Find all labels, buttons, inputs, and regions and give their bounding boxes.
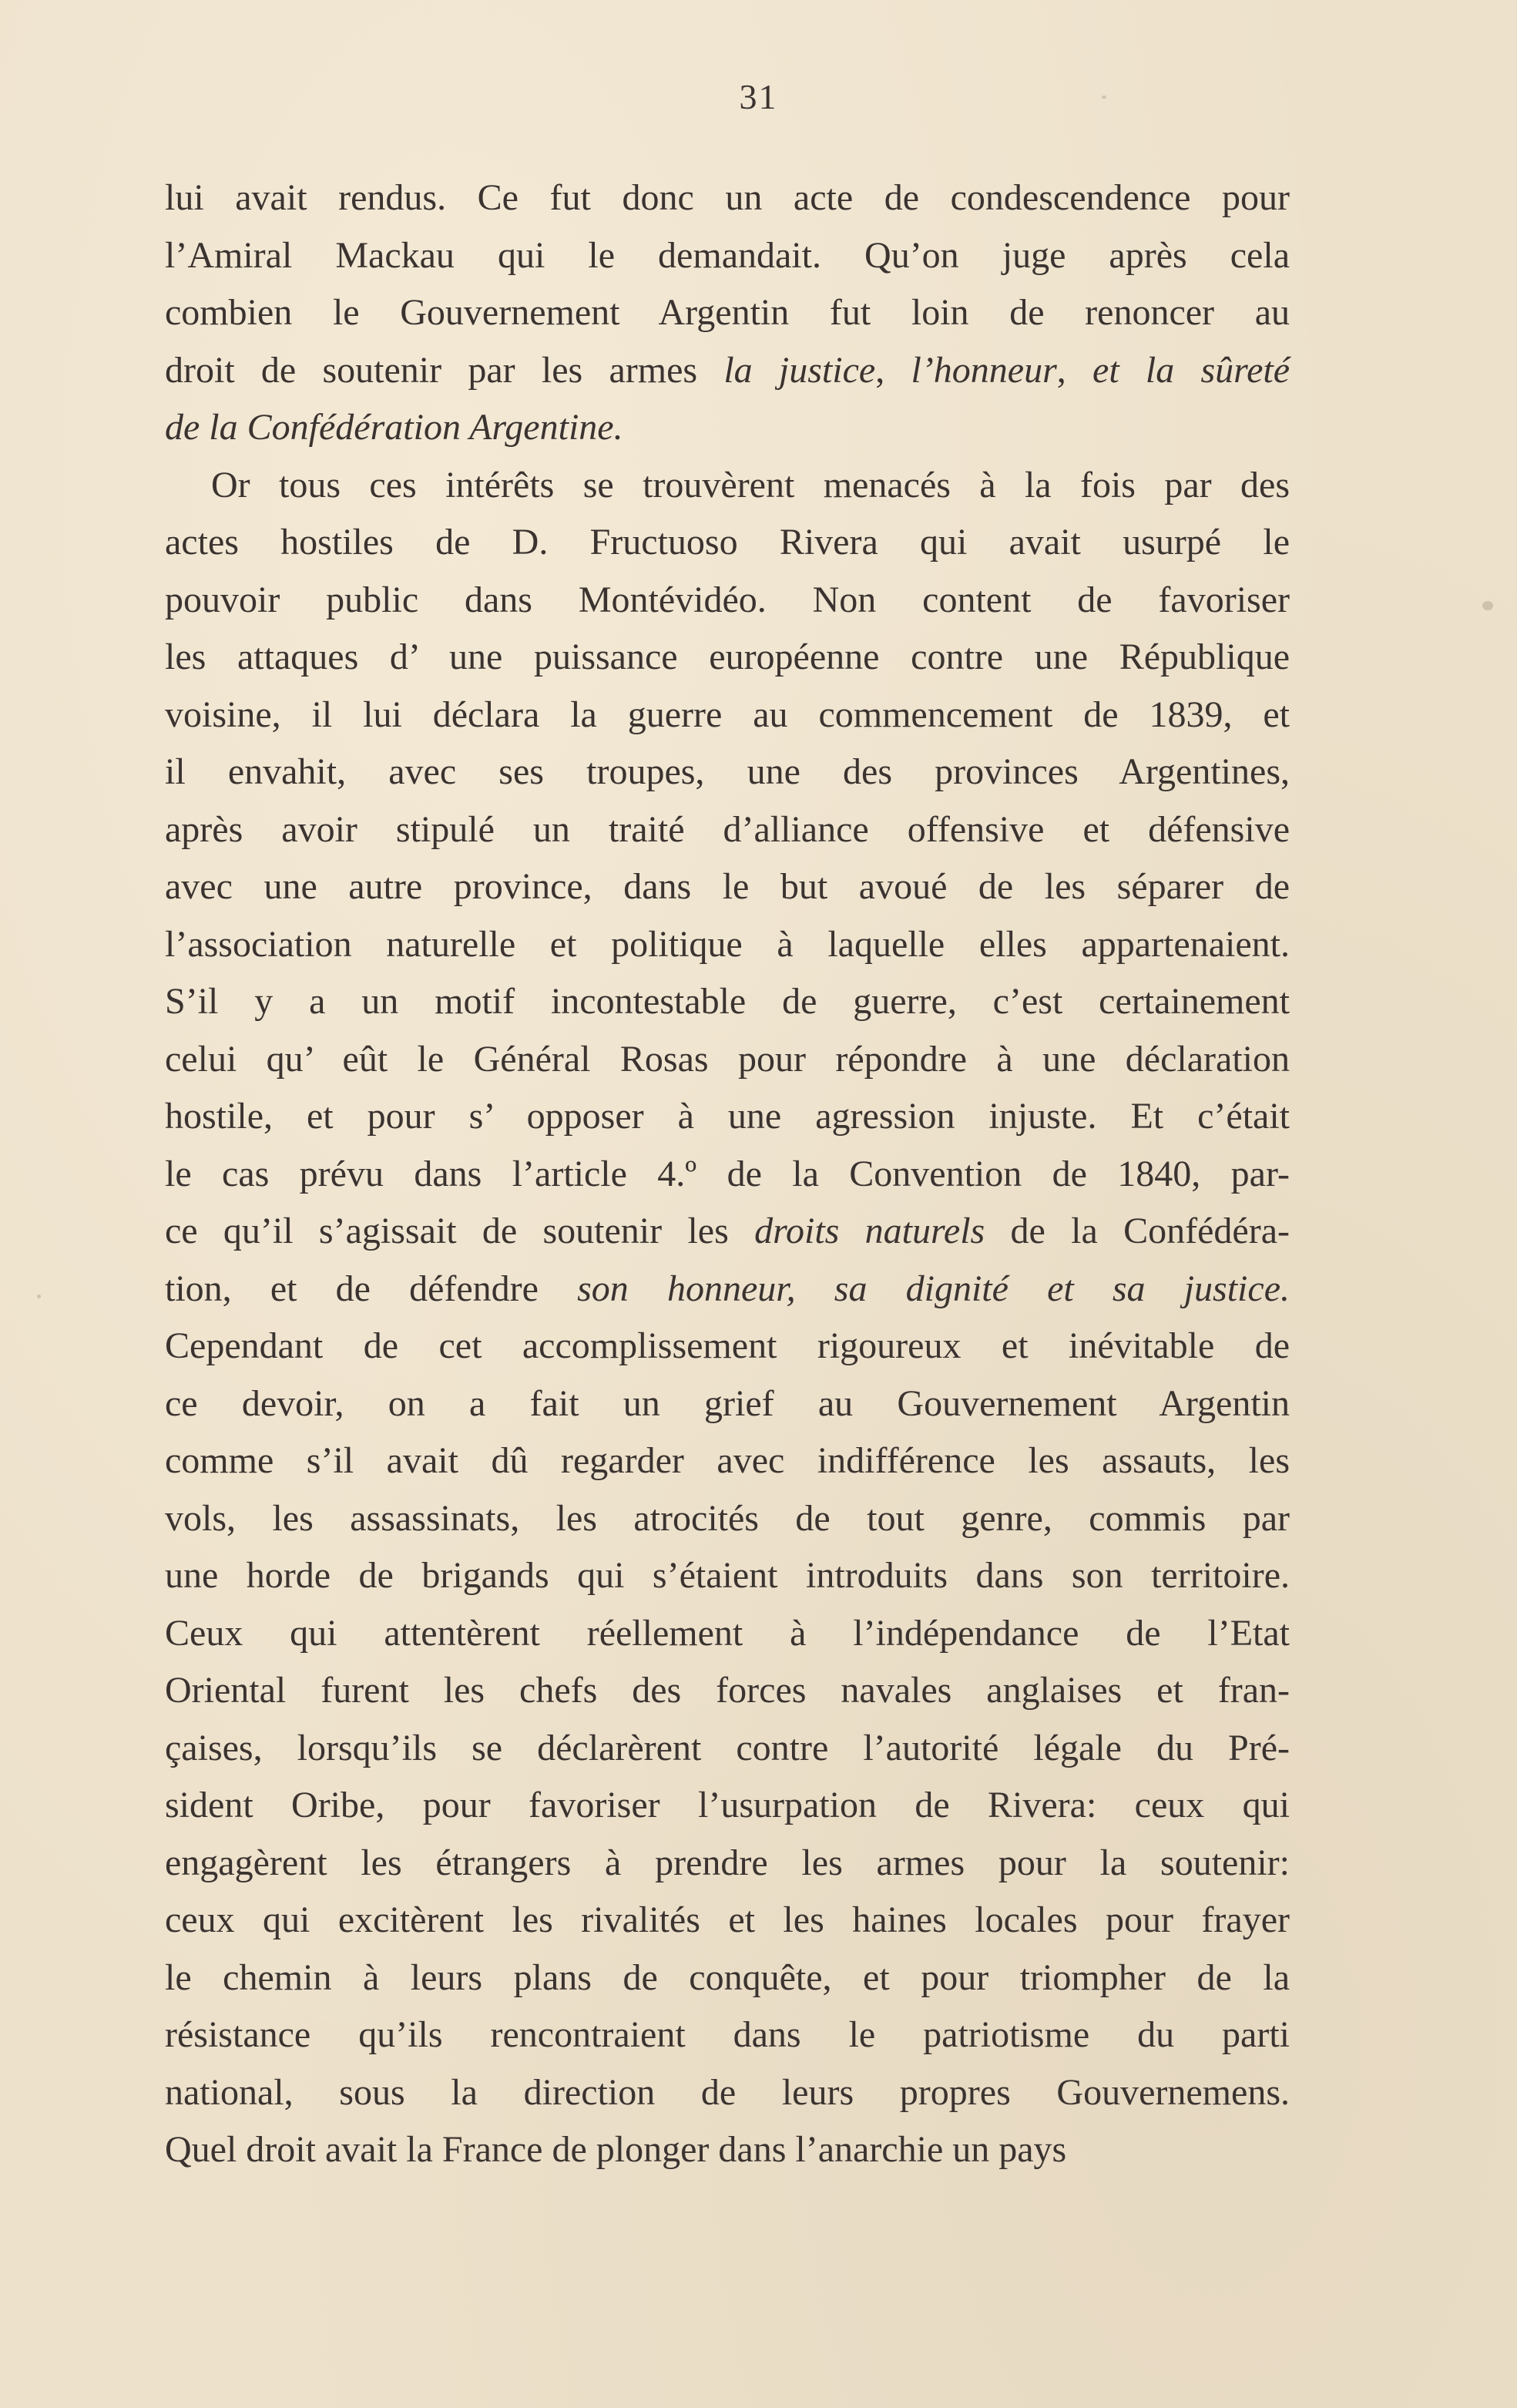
text-segment: engagèrent les étrangers à prendre les armes pour la soutenir: xyxy=(165,1842,1290,1883)
text-segment: hostile, et pour s’ opposer à une agression injuste. Et c’était xyxy=(165,1096,1290,1137)
text-line xyxy=(165,1835,1290,1892)
text-line xyxy=(165,1261,1290,1318)
text-segment: Oriental furent les chefs des forces navales anglaises et fran- xyxy=(165,1670,1290,1711)
text-line xyxy=(165,1605,1290,1663)
text-segment: droits naturels xyxy=(754,1211,985,1251)
text-segment: Or tous ces intérêts se trouvèrent menacés à la fois par des xyxy=(211,464,1290,505)
text-segment: vols, les assassinats, les atrocités de tout genre, commis par xyxy=(165,1497,1290,1539)
text-segment: l’Amiral Mackau qui le demandait. Qu’on juge après cela xyxy=(165,234,1290,276)
text-line xyxy=(165,916,1290,974)
text-line xyxy=(165,629,1290,687)
text-segment: , xyxy=(875,349,911,391)
text-segment: S’il y a un motif incontestable de guerre, c’est certainement xyxy=(165,981,1290,1022)
text-segment: après avoir stipulé un traité d’alliance offensive et défensive xyxy=(165,808,1290,850)
text-line xyxy=(165,170,1290,227)
page-number: 31 xyxy=(739,77,778,116)
text-segment: Ceux qui attentèrent réellement à l’indépendance de l’Etat xyxy=(165,1612,1290,1654)
text-segment: voisine, il lui déclara la guerre au commencement de 1839, et xyxy=(165,694,1290,735)
text-segment: les attaques d’ une puissance européenne contre une République xyxy=(165,636,1290,677)
text-line xyxy=(165,227,1290,285)
text-line xyxy=(165,1203,1290,1261)
text-segment: Cependant de cet accomplissement rigoureux et inévitable de xyxy=(165,1325,1290,1366)
text-segment: national, sous la direction de leurs propres Gouvernemens. xyxy=(165,2071,1290,2113)
paper-speck xyxy=(1482,601,1493,610)
text-segment: de la Confédéra- xyxy=(985,1211,1290,1251)
text-segment: celui qu’ eût le Général Rosas pour répondre à une déclaration xyxy=(165,1038,1290,1080)
paper-speck xyxy=(37,1295,41,1298)
text-segment: comme s’il avait dû regarder avec indifférence les assauts, les xyxy=(165,1440,1290,1481)
paper-speck xyxy=(1102,96,1106,99)
text-line xyxy=(165,1720,1290,1778)
text-line xyxy=(165,2007,1290,2064)
text-segment: ce qu’il s’agissait de soutenir les xyxy=(165,1211,755,1251)
text-segment: pouvoir public dans Montévidéo. Non content de favoriser xyxy=(165,579,1290,620)
text-line xyxy=(165,801,1290,859)
text-segment: résistance qu’ils rencontraient dans le patriotisme du parti xyxy=(165,2014,1290,2055)
text-segment: une horde de brigands qui s’étaient introduits dans son territoire. xyxy=(165,1555,1290,1596)
text-line xyxy=(165,342,1290,400)
text-line xyxy=(165,457,1290,515)
text-line xyxy=(165,1031,1290,1089)
text-line xyxy=(165,1146,1290,1204)
text-line xyxy=(165,572,1290,630)
text-line xyxy=(165,1892,1290,1950)
text-segment: la justice xyxy=(723,349,876,391)
text-segment: sident Oribe, pour favoriser l’usurpation de Rivera: ceux qui xyxy=(165,1785,1290,1825)
text-line xyxy=(165,1662,1290,1720)
text-line xyxy=(165,1490,1290,1548)
text-segment: , xyxy=(1056,349,1093,391)
text-line xyxy=(165,2064,1290,2122)
text-segment: avec une autre province, dans le but avoué de les séparer de xyxy=(165,866,1290,907)
text-segment: tion, et de défendre xyxy=(165,1268,578,1309)
text-segment: actes hostiles de D. Fructuoso Rivera qui avait usurpé le xyxy=(165,522,1290,563)
text-segment: de la Confédération Argentine. xyxy=(165,407,623,448)
text-segment: Quel droit avait la France de plonger dans l’anarchie un pays xyxy=(165,2129,1067,2170)
text-line xyxy=(165,1777,1290,1835)
text-line xyxy=(165,284,1290,342)
text-segment: lui avait rendus. Ce fut donc un acte de condescendence pour xyxy=(165,177,1290,218)
text-segment: çaises, lorsqu’ils se déclarèrent contre l’autorité légale du Pré- xyxy=(165,1727,1290,1768)
text-segment: ceux qui excitèrent les rivalités et les haines locales pour frayer xyxy=(165,1899,1290,1940)
text-line xyxy=(165,1547,1290,1605)
text-line xyxy=(165,514,1290,572)
text-line xyxy=(165,1432,1290,1490)
text-segment: ce devoir, on a fait un grief au Gouvernement Argentin xyxy=(165,1382,1290,1424)
text-segment: l’association naturelle et politique à laquelle elles appartenaient. xyxy=(165,923,1290,965)
text-segment: combien le Gouvernement Argentin fut loin de renoncer au xyxy=(165,292,1290,333)
text-line xyxy=(165,1375,1290,1433)
text-line xyxy=(165,687,1290,744)
text-line xyxy=(165,1088,1290,1146)
text-segment: droit de soutenir par les armes xyxy=(165,349,724,391)
text-line xyxy=(165,973,1290,1031)
text-segment: le cas prévu dans l’article 4.º de la Convention de 1840, par- xyxy=(165,1153,1290,1194)
text-line xyxy=(165,1318,1290,1375)
text-segment: et la sûreté xyxy=(1092,349,1290,391)
text-segment: son honneur, sa dignité et sa justice. xyxy=(577,1268,1290,1309)
text-line xyxy=(165,858,1290,916)
text-segment: l’honneur xyxy=(911,349,1057,391)
text-line xyxy=(165,1950,1290,2007)
text-line xyxy=(165,2121,1290,2179)
body-text xyxy=(165,170,1290,2179)
text-segment: le chemin à leurs plans de conquête, et pour triompher de la xyxy=(165,1956,1290,1998)
text-line xyxy=(165,744,1290,801)
text-line xyxy=(165,399,1290,457)
text-segment: il envahit, avec ses troupes, une des provinces Argentines, xyxy=(165,751,1290,792)
